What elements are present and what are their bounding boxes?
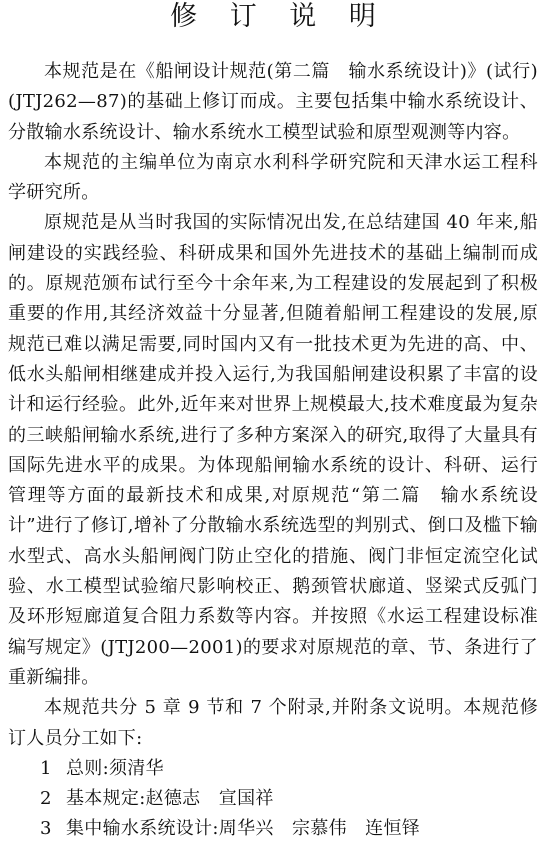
paragraph-structure: 本规范共分 5 章 9 节和 7 个附录,并附条文说明。本规范修订人员分工如下:	[8, 697, 538, 749]
document-title: 修 订 说 明	[170, 1, 388, 32]
paragraph-editing-units: 本规范的主编单位为南京水利科学研究院和天津水运工程科学研究所。	[8, 151, 538, 204]
list-item	[8, 784, 538, 814]
list-item-number: 3	[40, 818, 52, 840]
revision-assignment-list	[8, 754, 538, 845]
list-item-number: 1	[40, 757, 52, 779]
list-item	[8, 814, 538, 844]
list-item-text: 基本规定:赵德志 宣国祥	[66, 788, 274, 810]
list-item-text: 集中输水系统设计:周华兴 宗慕伟 连恒铎	[66, 818, 421, 840]
paragraph-revision-background: 原规范是从当时我国的实际情况出发,在总结建国 40 年来,船闸建设的实践经验、科研成果和国外先进技术的基础上编制而成的。原规范颁布试行至今十余年来,为工程建设的发展起到了积极重要的作用,其经济效益十分显著,但随着船闸工程建设的发展,原规范已难以满足需要,同时国内又有一批技术更为先进的高、中、低水头船闸相继建成并投入运行,为我国船闸建设积累了丰富的设计和运行经验。此外,近年来对世界上规模最大,技术难度最为复杂的三峡船闸输水系统,进行了多种方案深入的研究,取得了大量具有国际先进水平的成果。为体现船闸输水系统的设计、科研、运行管理等方面的最新技术和成果,对原规范“第二篇 输水系统设计”进行了修订,增补了分散输水系统选型的判别式、倒口及槛下输水型式、高水头船闸阀门防止空化的措施、阀门非恒定流空化试验、水工模型试验缩尺影响校正、鹅颈管状廊道、竖梁式反弧门及环形短廊道复合阻力系数等内容。并按照《水运工程建设标准编写规定》(JTJ200—2001)的要求对原规范的章、节、条进行了重新编排。	[8, 212, 538, 688]
list-item-text: 总则:须清华	[66, 757, 164, 779]
list-item-number: 2	[40, 788, 52, 810]
list-item	[8, 754, 538, 784]
paragraph-revision-basis: 本规范是在《船闸设计规范(第二篇 输水系统设计)》(试行)(JTJ262—87)的基础上修订而成。主要包括集中输水系统设计、分散输水系统设计、输水系统水工模型试验和原型观测等内容。	[8, 61, 538, 143]
